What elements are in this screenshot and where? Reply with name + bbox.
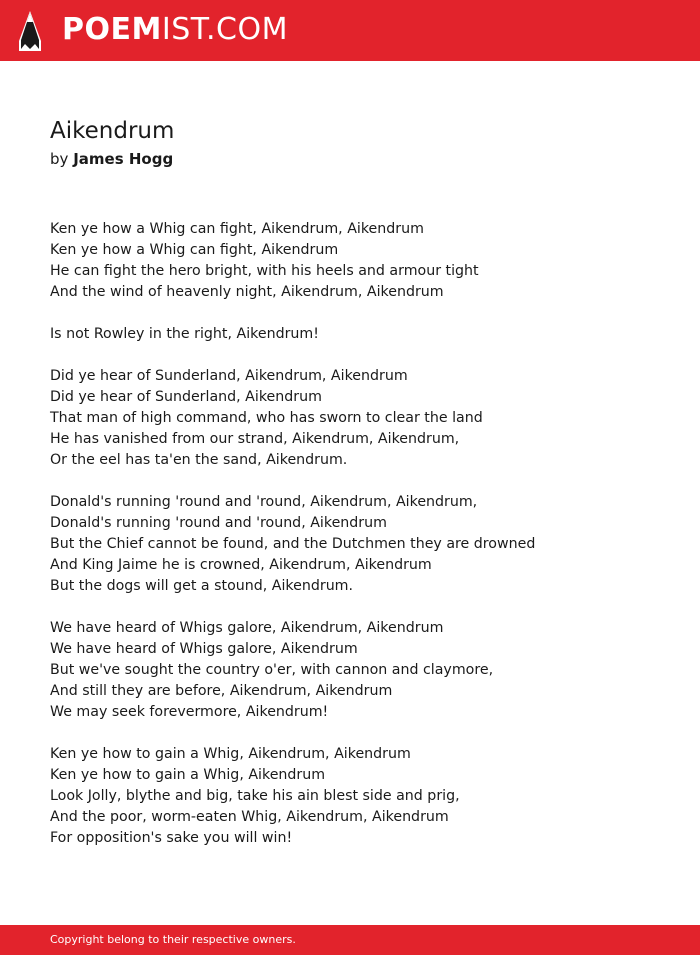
poem-line: But we've sought the country o'er, with cannon and claymore,	[50, 662, 494, 678]
poem-line: And the poor, worm-eaten Whig, Aikendrum, Aikendrum	[50, 809, 449, 825]
header-bar	[0, 0, 700, 61]
poem-line: Donald's running 'round and 'round, Aikendrum	[50, 515, 387, 531]
poem-line: Ken ye how to gain a Whig, Aikendrum, Aikendrum	[50, 746, 411, 762]
byline	[50, 149, 173, 169]
logo-light-text: IST.COM	[161, 12, 288, 47]
author-name: James Hogg	[73, 150, 174, 168]
poem-line: But the Chief cannot be found, and the Dutchmen they are drowned	[50, 536, 536, 552]
stanza	[50, 492, 670, 597]
stanza	[50, 744, 670, 849]
poem-line: Did ye hear of Sunderland, Aikendrum	[50, 389, 322, 405]
poem-line: Did ye hear of Sunderland, Aikendrum, Aikendrum	[50, 368, 408, 384]
poem-line: For opposition's sake you will win!	[50, 830, 293, 846]
poem-body	[50, 219, 670, 870]
poem-line: Ken ye how to gain a Whig, Aikendrum	[50, 767, 326, 783]
poem-title: Aikendrum	[50, 118, 175, 144]
logo-bold-text: POEM	[62, 12, 162, 47]
poem-line: We have heard of Whigs galore, Aikendrum, Aikendrum	[50, 620, 444, 636]
pencil-icon	[17, 11, 43, 51]
by-label: by	[50, 150, 69, 168]
poem-line: He has vanished from our strand, Aikendrum, Aikendrum,	[50, 431, 460, 447]
poem-line: But the dogs will get a stound, Aikendrum.	[50, 578, 354, 594]
poem-line: Donald's running 'round and 'round, Aikendrum, Aikendrum,	[50, 494, 478, 510]
poem-line: That man of high command, who has sworn to clear the land	[50, 410, 483, 426]
poem-line: And King Jaime he is crowned, Aikendrum, Aikendrum	[50, 557, 432, 573]
poem-line: Is not Rowley in the right, Aikendrum!	[50, 326, 319, 342]
poem-line: And the wind of heavenly night, Aikendrum, Aikendrum	[50, 284, 444, 300]
poem-line: Look Jolly, blythe and big, take his ain blest side and prig,	[50, 788, 460, 804]
poem-line: And still they are before, Aikendrum, Aikendrum	[50, 683, 393, 699]
poem-line: Ken ye how a Whig can fight, Aikendrum, Aikendrum	[50, 221, 424, 237]
stanza	[50, 219, 670, 303]
stanza	[50, 324, 670, 345]
poem-line: Ken ye how a Whig can fight, Aikendrum	[50, 242, 339, 258]
footer-bar	[0, 925, 700, 955]
poem-line: We have heard of Whigs galore, Aikendrum	[50, 641, 358, 657]
stanza	[50, 618, 670, 723]
poem-line: Or the eel has ta'en the sand, Aikendrum.	[50, 452, 348, 468]
poem-line: We may seek forevermore, Aikendrum!	[50, 704, 329, 720]
site-logo[interactable]	[62, 12, 288, 48]
stanza	[50, 366, 670, 471]
poem-line: He can fight the hero bright, with his heels and armour tight	[50, 263, 479, 279]
copyright-text: Copyright belong to their respective owners.	[50, 933, 296, 946]
